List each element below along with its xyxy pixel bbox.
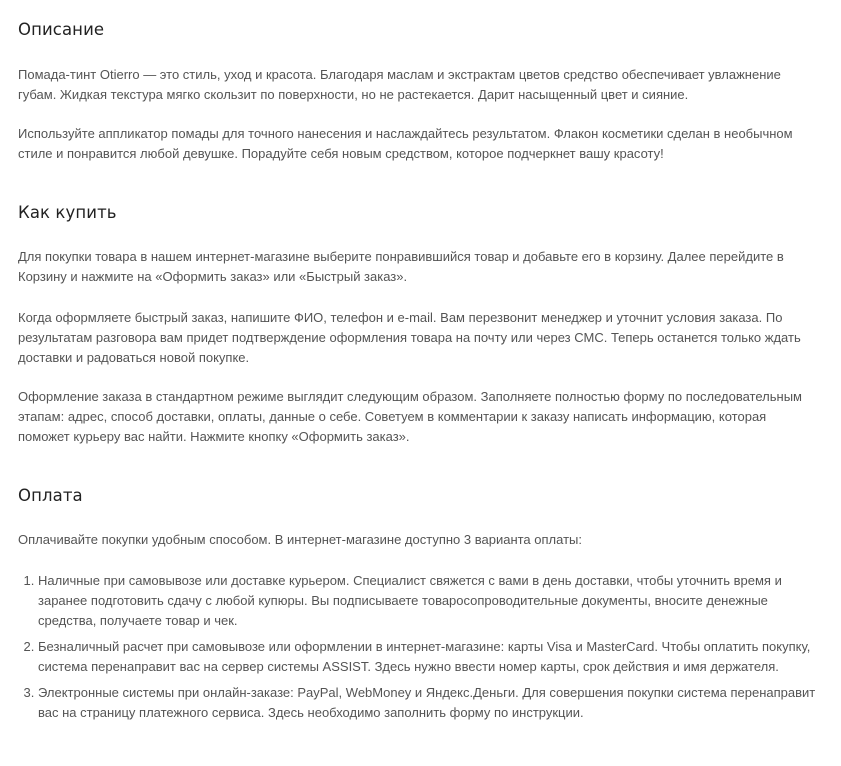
description-paragraph: Помада-тинт Otierro — это стиль, уход и красота. Благодаря маслам и экстрактам цветов средство обеспечивает увлажнение губам. Жидкая текстура мягко скользит по поверхности, но не растекается. Дарит насыщенный цвет и сияние. [18, 67, 781, 102]
payment-options-list [18, 571, 818, 729]
how-to-buy-paragraph: Когда оформляете быстрый заказ, напишите ФИО, телефон и e-mail. Вам перезвонит менеджер и уточнит условия заказа. По результатам разговора вам придет подтверждение оформления товара на почту или через СМС. Теперь останется только ждать доставки и радоваться новой покупке. [18, 310, 801, 365]
how-to-buy-heading: Как купить [18, 203, 117, 222]
payment-intro: Оплачивайте покупки удобным способом. В интернет-магазине доступно 3 варианта оплаты: [18, 532, 582, 547]
how-to-buy-paragraph: Для покупки товара в нашем интернет-магазине выберите понравившийся товар и добавьте его в корзину. Далее перейдите в Корзину и нажмите на «Оформить заказ» или «Быстрый заказ». [18, 249, 784, 284]
payment-option-card: 2. Безналичный расчет при самовывозе или оформлении в интернет-магазине: карты Visa и MasterCard. Чтобы оплатить покупку, система перенаправит вас на сервер системы ASSIST. Здесь нужно ввести номер карты, срок действия и имя держателя. [38, 637, 818, 677]
payment-option-electronic: 3. Электронные системы при онлайн-заказе: PayPal, WebMoney и Яндекс.Деньги. Для совершения покупки система перенаправит вас на страницу платежного сервиса. Здесь необходимо заполнить форму по инструкции. [38, 683, 818, 723]
payment-heading: Оплата [18, 486, 83, 505]
description-paragraph: Используйте аппликатор помады для точного нанесения и наслаждайтесь результатом. Флакон косметики сделан в необычном стиле и понравится любой девушке. Порадуйте себя новым средством, которое подчеркнет вашу красоту! [18, 126, 793, 161]
payment-option-cash: 1. Наличные при самовывозе или доставке курьером. Специалист свяжется с вами в день доставки, чтобы уточнить время и заранее подготовить сдачу с любой купюры. Вы подписываете товаросопроводительные документы, вносите денежные средства, получаете товар и чек. [38, 571, 818, 631]
description-heading: Описание [18, 20, 105, 39]
how-to-buy-paragraph: Оформление заказа в стандартном режиме выглядит следующим образом. Заполняете полностью форму по последовательным этапам: адрес, способ доставки, оплаты, данные о себе. Советуем в комментарии к заказу написать информацию, которая поможет курьеру вас найти. Нажмите кнопку «Оформить заказ». [18, 389, 802, 444]
